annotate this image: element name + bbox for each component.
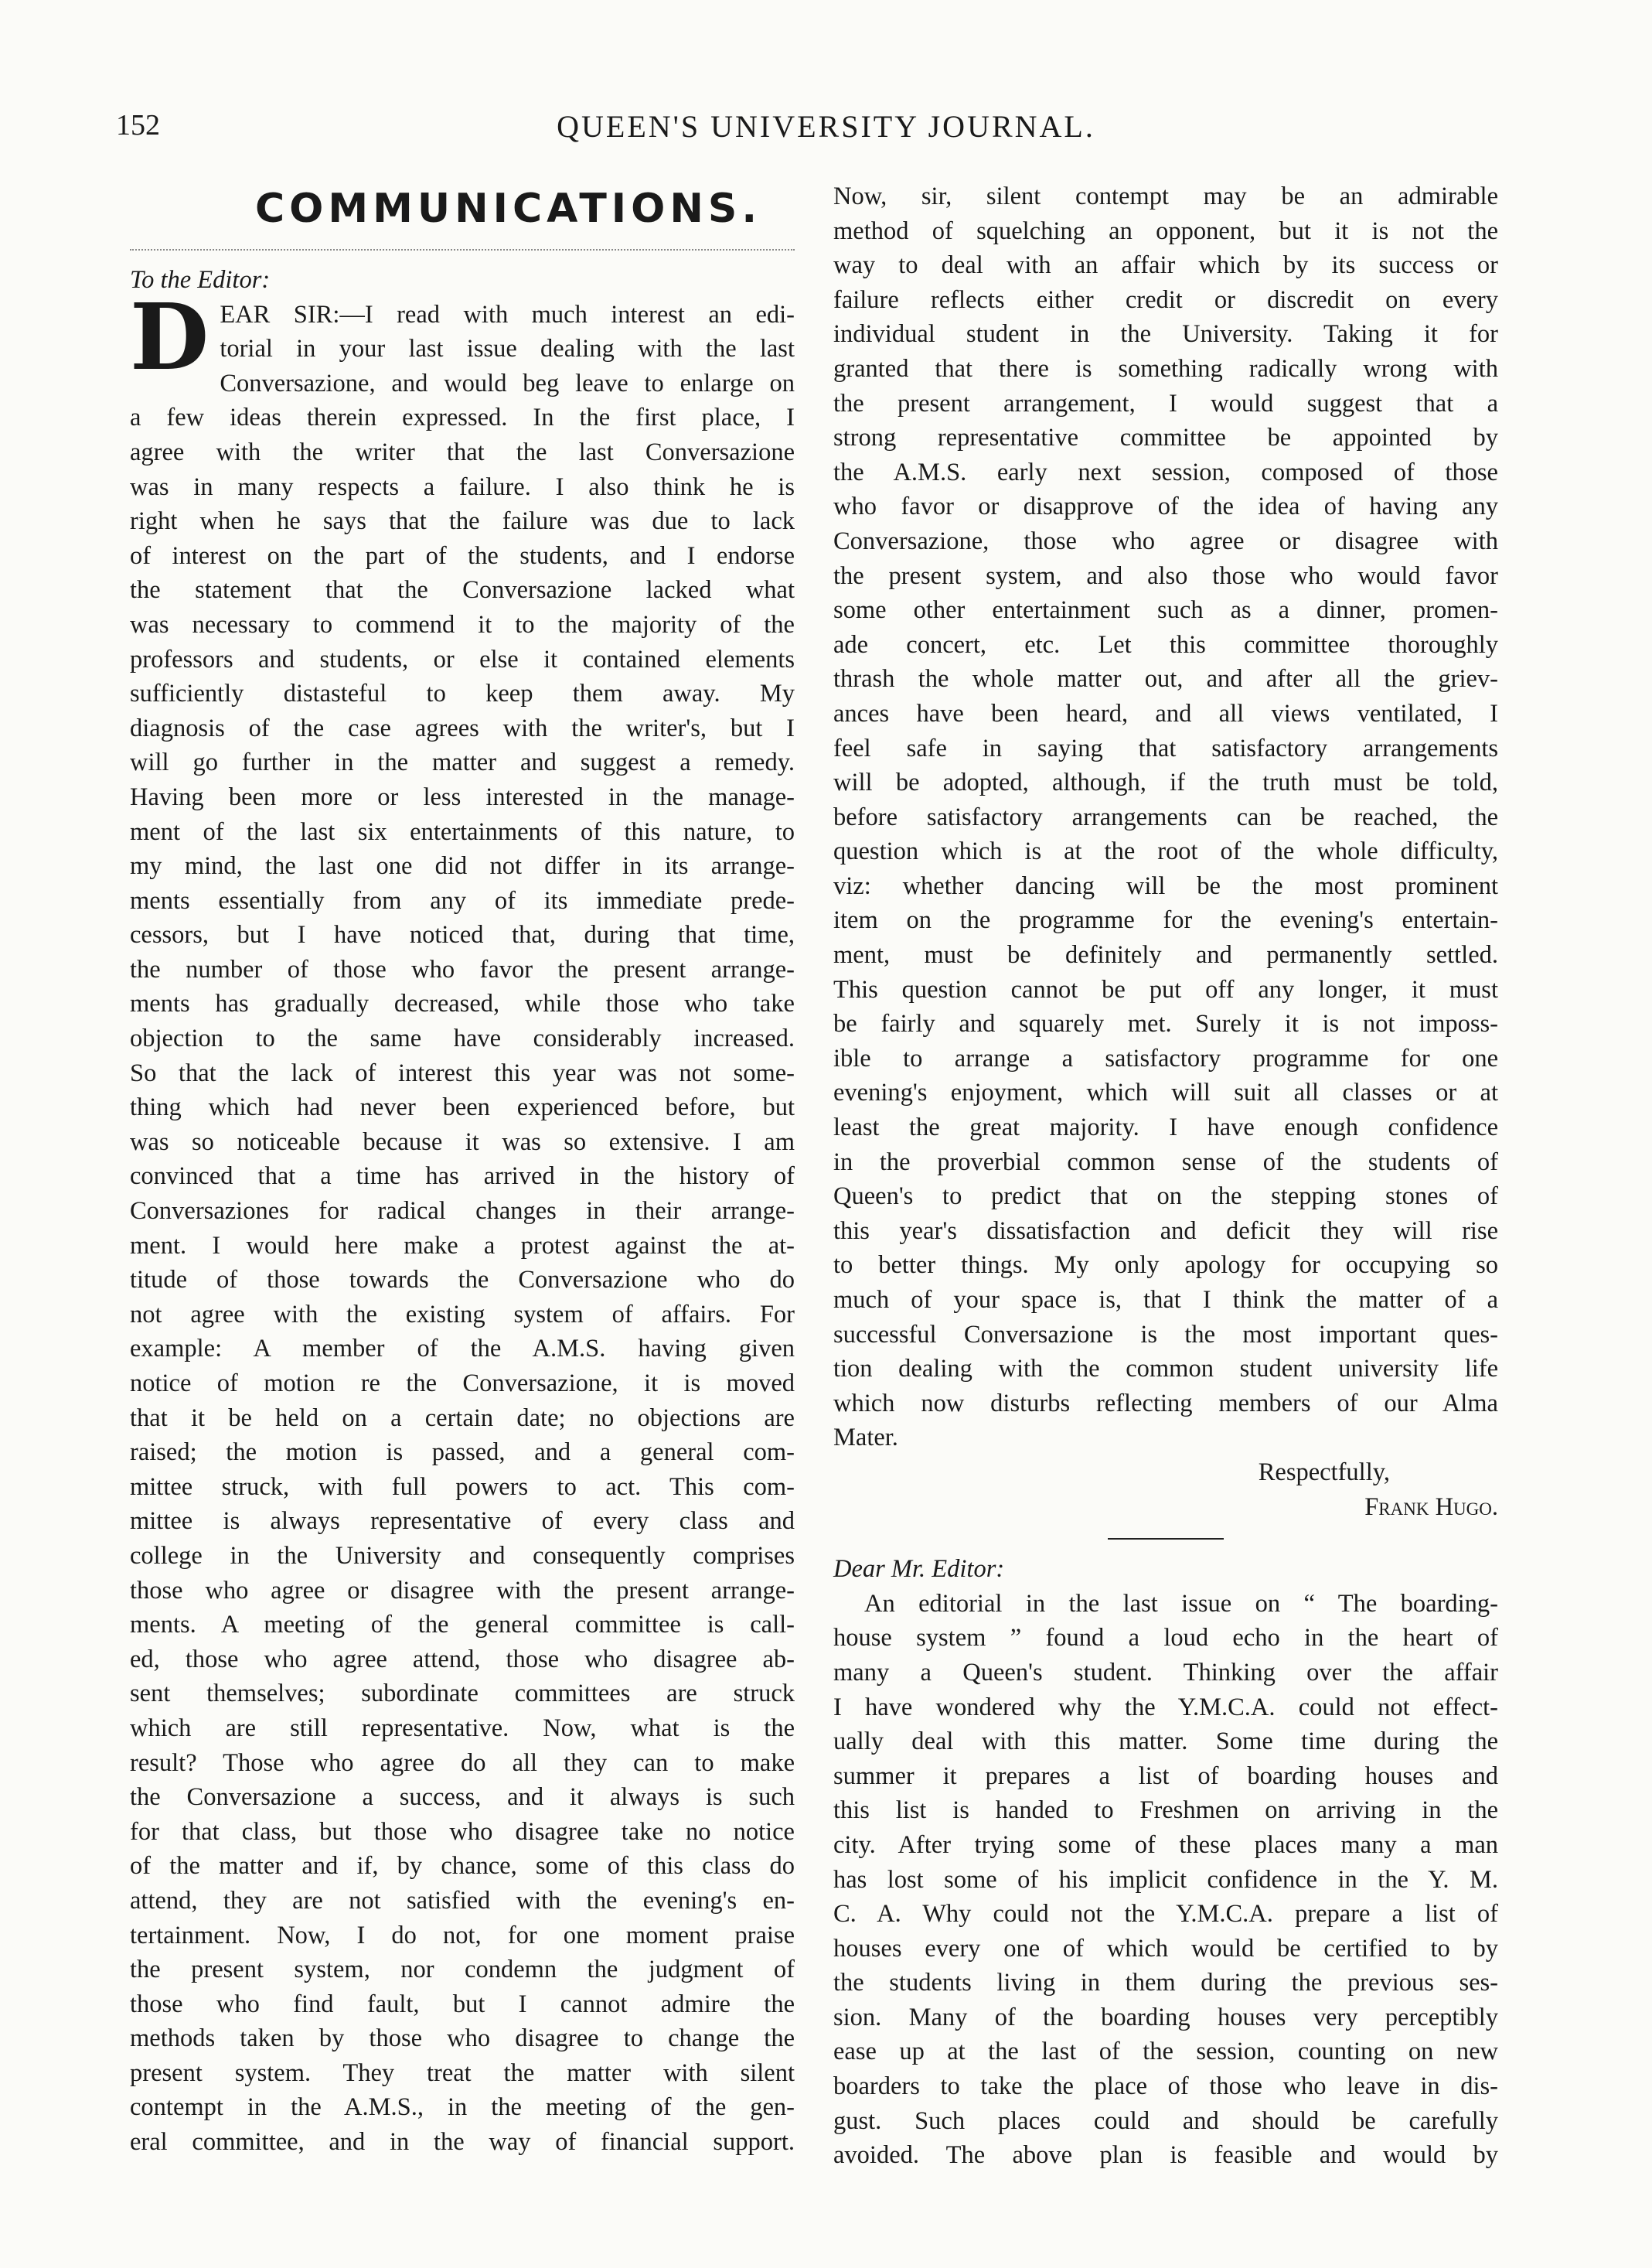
text-line: ade concert, etc. Let this committee thoroughly	[833, 630, 1498, 659]
text-line: the present system, and also those who would favor	[833, 561, 1498, 590]
text-line: summer it prepares a list of boarding houses and	[833, 1762, 1498, 1790]
text-line: of interest on the part of the students, and I endorse	[130, 541, 795, 570]
text-line: the present system, nor condemn the judgment of	[130, 1956, 795, 1984]
text-line: of the matter and if, by chance, some of this class do	[130, 1852, 795, 1881]
text-line: the present arrangement, I would suggest that a	[833, 389, 1498, 418]
text-line: titude of those towards the Conversazione who do	[130, 1266, 795, 1294]
text-line: not agree with the existing system of affairs. For	[130, 1300, 795, 1328]
text-line: raised; the motion is passed, and a general com-	[130, 1438, 795, 1467]
letter1-body	[130, 282, 795, 2160]
text-line: ually deal with this matter. Some time during the	[833, 1727, 1498, 1756]
text-line: I have wondered why the Y.M.C.A. could not effect-	[833, 1693, 1498, 1721]
text-line: the Conversazione a success, and it always is such	[130, 1783, 795, 1812]
text-line: ances have been heard, and all views ventilated, I	[833, 699, 1498, 728]
text-line: this list is handed to Freshmen on arriving in the	[833, 1796, 1498, 1825]
text-line: the number of those who favor the present arrange-	[130, 955, 795, 984]
text-line: methods taken by those who disagree to change the	[130, 2024, 795, 2053]
text-line: much of your space is, that I think the matter of a	[833, 1286, 1498, 1314]
text-line: individual student in the University. Taking it for	[833, 320, 1498, 349]
text-line: item on the programme for the evening's entertain-	[833, 906, 1498, 935]
text-line: to better things. My only apology for occupying so	[833, 1251, 1498, 1280]
text-line: C. A. Why could not the Y.M.C.A. prepare a list of	[833, 1900, 1498, 1929]
text-line: agree with the writer that the last Conversazione	[130, 438, 795, 466]
text-line: will be adopted, although, if the truth must be told,	[833, 769, 1498, 797]
text-line: An editorial in the last issue on “ The boarding-	[864, 1589, 1498, 1618]
text-line: Queen's to predict that on the stepping stones of	[833, 1182, 1498, 1211]
letter2-body	[833, 1587, 1498, 2173]
text-line: those who agree or disagree with the present arrange-	[130, 1576, 795, 1605]
text-line: Mater.	[833, 1424, 898, 1452]
text-line: Conversazione, and would beg leave to enlarge on	[220, 369, 795, 397]
text-line: notice of motion re the Conversazione, it is moved	[130, 1369, 795, 1397]
text-line: ments has gradually decreased, while those who take	[130, 990, 795, 1018]
text-line: ment. I would here make a protest against the at-	[130, 1231, 795, 1260]
text-line: boarders to take the place of those who leave in dis-	[833, 2072, 1498, 2101]
running-head: QUEEN'S UNIVERSITY JOURNAL.	[557, 109, 1095, 144]
left-column	[130, 263, 795, 2160]
text-line: strong representative committee be appointed by	[833, 424, 1498, 452]
text-line: cessors, but I have noticed that, during that time,	[130, 921, 795, 950]
text-line: who favor or disapprove of the idea of having any	[833, 493, 1498, 521]
text-line: question which is at the root of the whole difficulty,	[833, 837, 1498, 866]
text-line: this year's dissatisfaction and deficit they will rise	[833, 1216, 1498, 1245]
text-line: thing which had never been experienced before, but	[130, 1093, 795, 1122]
text-line: sufficiently distasteful to keep them away. My	[130, 680, 795, 708]
text-line: sion. Many of the boarding houses very perceptibly	[833, 2003, 1498, 2031]
page-number: 152	[116, 109, 160, 142]
title-rule	[130, 249, 795, 251]
text-line: before satisfactory arrangements can be reached, the	[833, 803, 1498, 831]
text-line: house system ” found a loud echo in the heart of	[833, 1624, 1498, 1652]
text-line: diagnosis of the case agrees with the writer's, but I	[130, 714, 795, 742]
text-line: attend, they are not satisfied with the evening's en-	[130, 1886, 795, 1915]
letter2-salutation: Dear Mr. Editor:	[833, 1555, 1005, 1584]
signature-rule	[1108, 1538, 1224, 1540]
text-line: city. After trying some of these places many a man	[833, 1830, 1498, 1859]
text-line: granted that there is something radically wrong with	[833, 354, 1498, 383]
text-line: Conversazione, those who agree or disagree with	[833, 527, 1498, 555]
text-line: my mind, the last one did not differ in its arrange-	[130, 852, 795, 881]
text-line: which now disturbs reflecting members of our Alma	[833, 1389, 1498, 1417]
text-line: least the great majority. I have enough confidence	[833, 1114, 1498, 1142]
text-line: was in many respects a failure. I also think he is	[130, 472, 795, 501]
text-line: many a Queen's student. Thinking over the affair	[833, 1658, 1498, 1687]
dropcap: D	[130, 282, 209, 391]
text-line: ible to arrange a satisfactory programme for one	[833, 1044, 1498, 1073]
text-line: houses every one of which would be certified to by	[833, 1934, 1498, 1963]
text-line: the statement that the Conversazione lacked what	[130, 576, 795, 605]
text-line: the students living in them during the previous ses-	[833, 1969, 1498, 1997]
text-line: way to deal with an affair which by its success or	[833, 251, 1498, 280]
text-line: which are still representative. Now, what is the	[130, 1714, 795, 1742]
text-line: was necessary to commend it to the majority of the	[130, 610, 795, 639]
text-line: ments. A meeting of the general committee is call-	[130, 1611, 795, 1639]
text-line: Having been more or less interested in the manage-	[130, 783, 795, 811]
text-line: This question cannot be put off any longer, it must	[833, 975, 1498, 1004]
text-line: ment of the last six entertainments of this nature, to	[130, 817, 795, 846]
section-title: COMMUNICATIONS.	[255, 186, 762, 232]
closing-line: Respectfully,	[1258, 1458, 1390, 1486]
text-line: thrash the whole matter out, and after all the griev-	[833, 665, 1498, 694]
signature: Frank Hugo.	[1364, 1492, 1498, 1521]
text-line: ease up at the last of the session, counting on new	[833, 2038, 1498, 2066]
text-line: a few ideas therein expressed. In the first place, I	[130, 404, 795, 432]
text-line: that it be held on a certain date; no objections are	[130, 1403, 795, 1432]
text-line: ment, must be definitely and permanently settled.	[833, 941, 1498, 970]
text-line: be fairly and squarely met. Surely it is not imposs-	[833, 1010, 1498, 1039]
text-line: gust. Such places could and should be carefully	[833, 2106, 1498, 2135]
text-line: result? Those who agree do all they can to make	[130, 1748, 795, 1777]
text-line: Conversaziones for radical changes in their arrange-	[130, 1197, 795, 1226]
text-line: ments essentially from any of its immediate prede-	[130, 886, 795, 915]
text-line: college in the University and consequently comprises	[130, 1541, 795, 1570]
right-column	[833, 179, 1498, 2173]
text-line: was so noticeable because it was so extensive. I am	[130, 1127, 795, 1156]
letter1-continuation	[833, 179, 1498, 1455]
text-line: feel safe in saying that satisfactory arrangements	[833, 734, 1498, 762]
text-line: Now, sir, silent contempt may be an admirable	[833, 182, 1498, 210]
text-line: has lost some of his implicit confidence in the Y. M.	[833, 1865, 1498, 1894]
text-line: successful Conversazione is the most important ques-	[833, 1320, 1498, 1349]
text-line: objection to the same have considerably increased.	[130, 1025, 795, 1053]
text-line: mittee struck, with full powers to act. This com-	[130, 1472, 795, 1501]
text-line: EAR SIR:—I read with much interest an edi-	[220, 300, 795, 329]
text-line: convinced that a time has arrived in the history of	[130, 1162, 795, 1191]
text-line: torial in your last issue dealing with the last	[220, 335, 795, 363]
text-line: in the proverbial common sense of the students of	[833, 1148, 1498, 1176]
text-line: eral committee, and in the way of financial support.	[130, 2128, 795, 2157]
text-line: method of squelching an opponent, but it is not the	[833, 217, 1498, 245]
text-line: some other entertainment such as a dinner, promen-	[833, 596, 1498, 625]
text-line: tion dealing with the common student university life	[833, 1355, 1498, 1383]
text-line: viz: whether dancing will be the most prominent	[833, 871, 1498, 900]
text-line: the A.M.S. early next session, composed of those	[833, 458, 1498, 486]
text-line: contempt in the A.M.S., in the meeting of the gen-	[130, 2093, 795, 2122]
letter1-salutation: To the Editor:	[130, 266, 271, 294]
text-line: example: A member of the A.M.S. having given	[130, 1335, 795, 1363]
text-line: ed, those who agree attend, those who disagree ab-	[130, 1645, 795, 1673]
text-line: will go further in the matter and suggest a remedy.	[130, 749, 795, 777]
text-line: for that class, but those who disagree take no notice	[130, 1817, 795, 1846]
text-line: So that the lack of interest this year was not some-	[130, 1059, 795, 1087]
text-line: sent themselves; subordinate committees are struck	[130, 1680, 795, 1708]
text-line: tertainment. Now, I do not, for one moment praise	[130, 1921, 795, 1949]
text-line: those who find fault, but I cannot admire the	[130, 1990, 795, 2018]
text-line: mittee is always representative of every class and	[130, 1507, 795, 1536]
text-line: present system. They treat the matter with silent	[130, 2058, 795, 2087]
text-line: right when he says that the failure was due to lack	[130, 507, 795, 536]
text-line: evening's enjoyment, which will suit all classes or at	[833, 1079, 1498, 1107]
text-line: failure reflects either credit or discredit on every	[833, 285, 1498, 314]
text-line: professors and students, or else it contained elements	[130, 645, 795, 674]
text-line: avoided. The above plan is feasible and would by	[833, 2141, 1498, 2170]
